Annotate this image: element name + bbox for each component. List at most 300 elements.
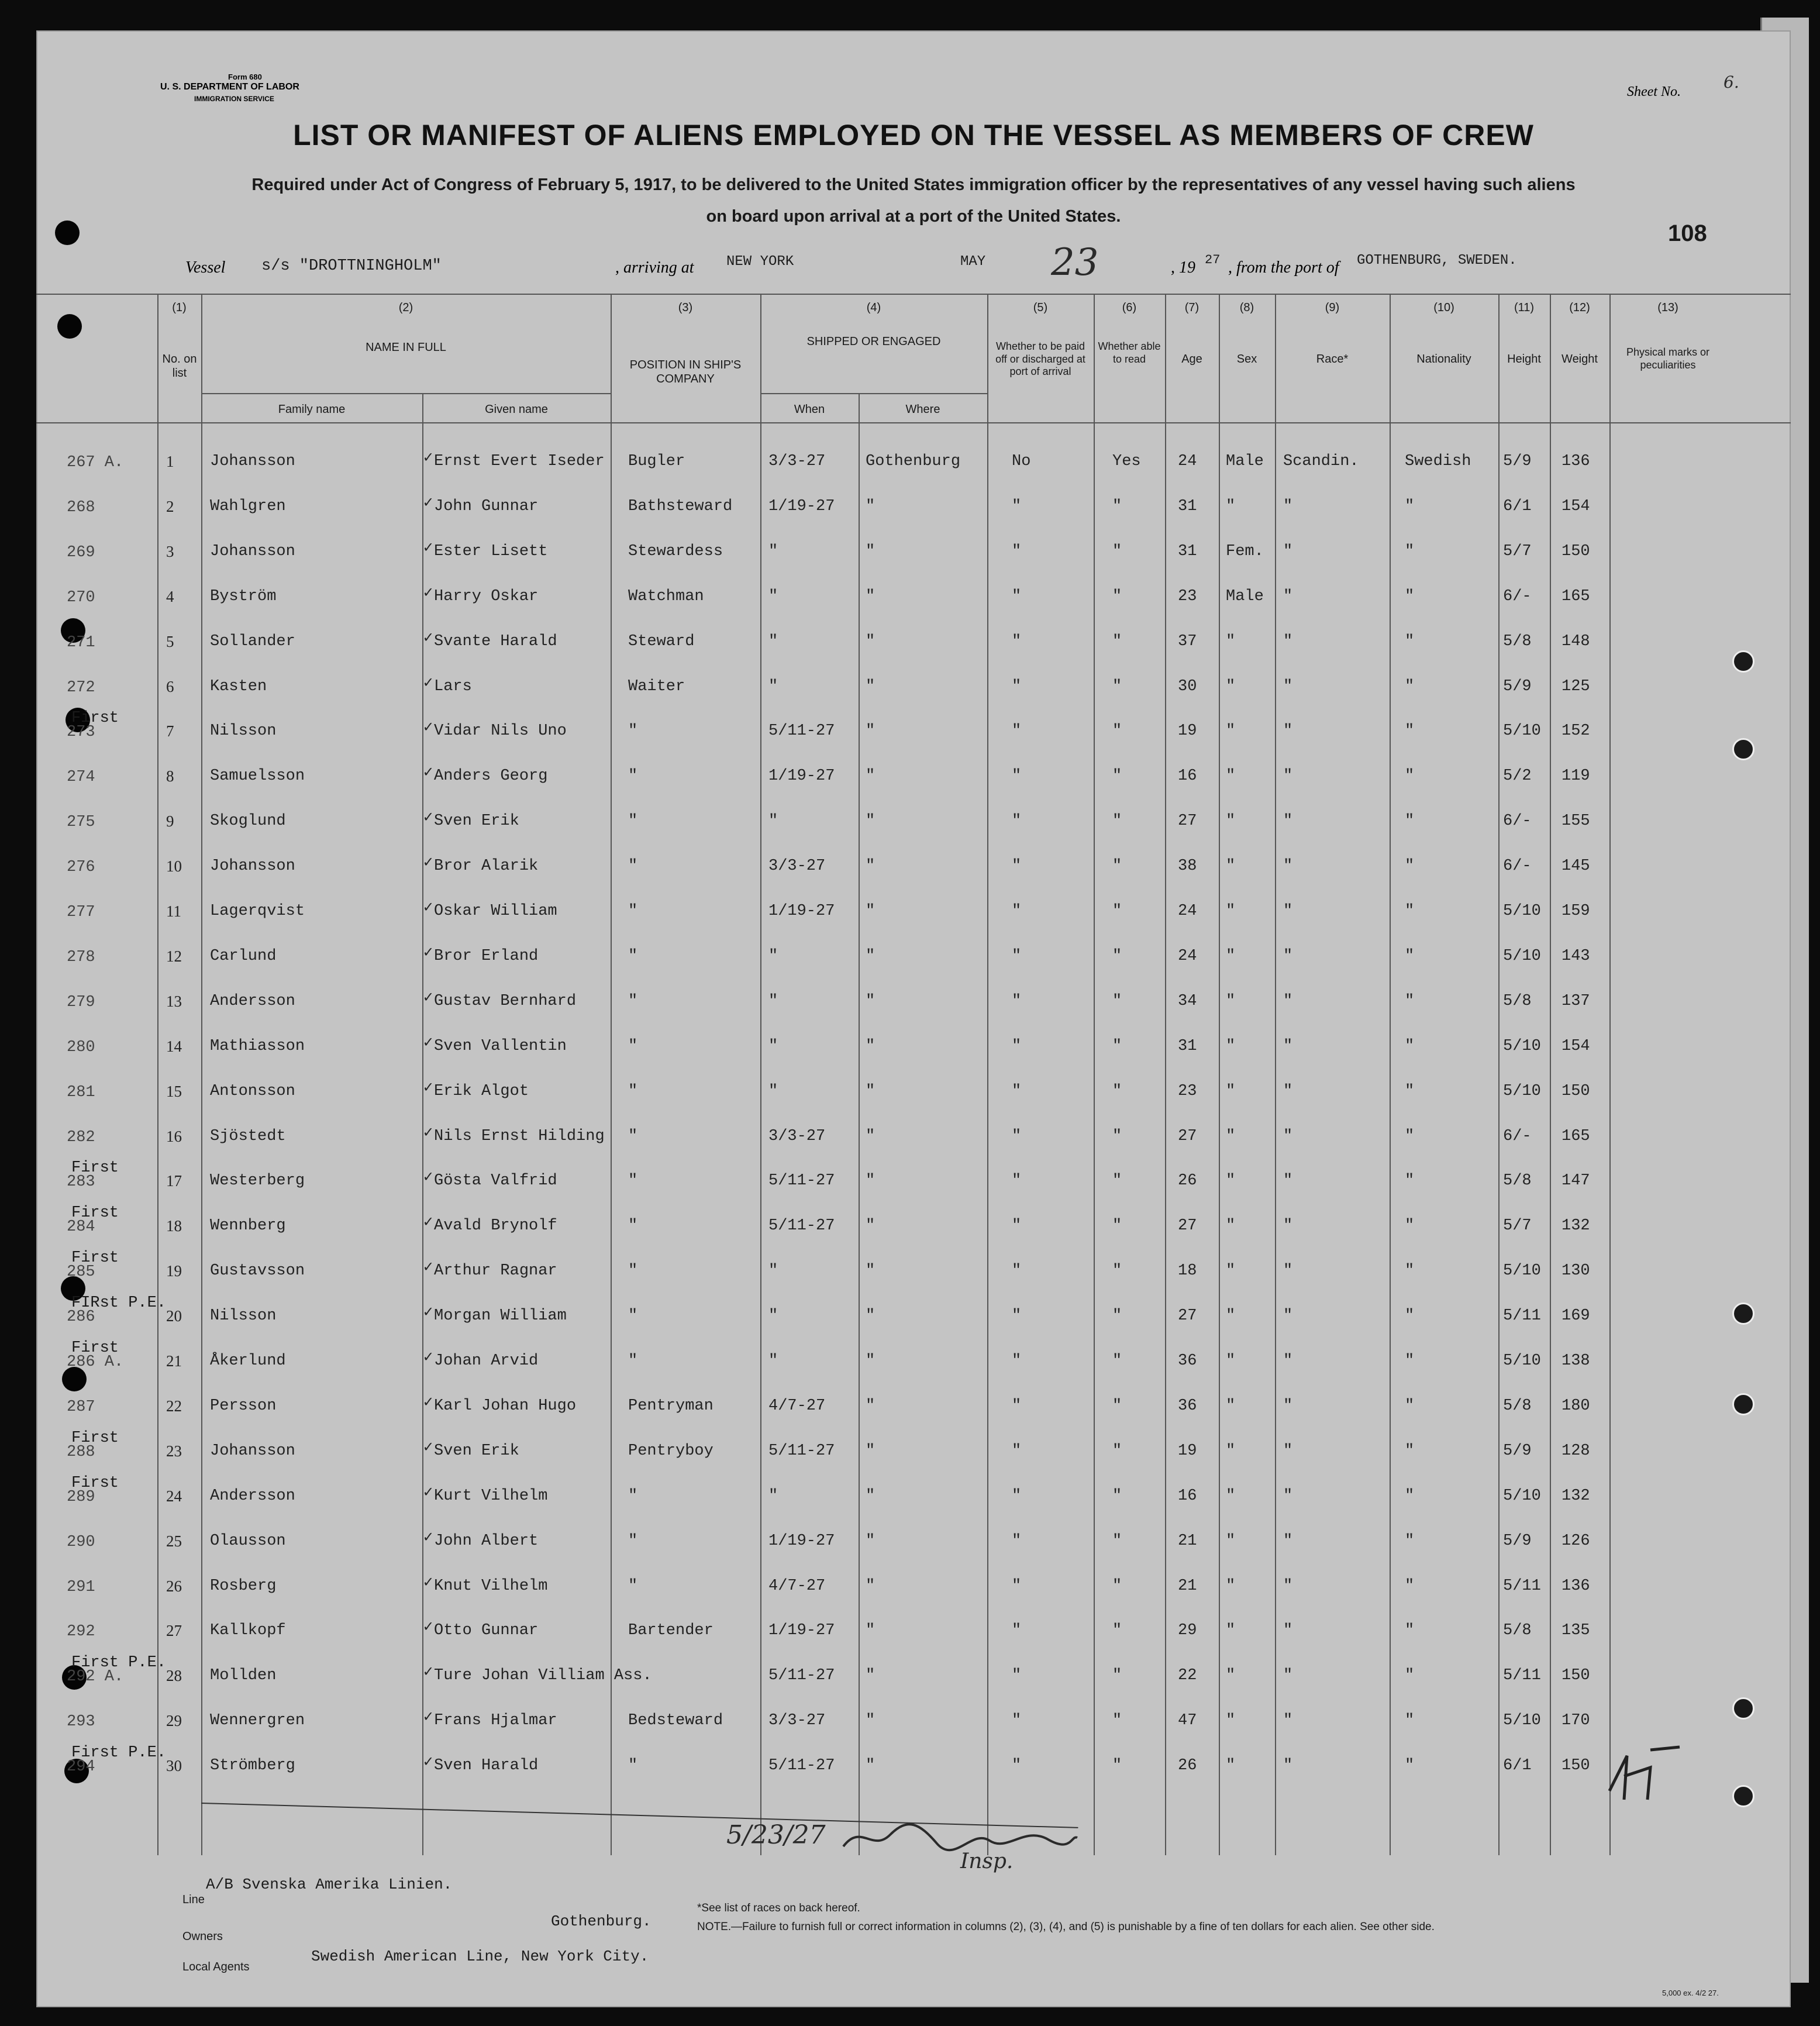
age: 21 [1178,1577,1197,1595]
shipped-when: 3/3-27 [768,857,826,876]
shipped-where: " [866,1532,875,1550]
family-name: Johansson [210,1442,295,1460]
sex: " [1226,1667,1236,1685]
shipped-where: " [866,1217,875,1235]
table-row [36,1115,1791,1159]
race: " [1283,1217,1293,1235]
race: " [1283,1127,1293,1145]
list-id: 286 A. [67,1353,124,1371]
col-12-number: (12) [1569,301,1590,314]
table-row [36,1520,1791,1564]
family-name: Nilsson [210,1307,277,1325]
age: 37 [1178,632,1197,650]
page-title: LIST OR MANIFEST OF ALIENS EMPLOYED ON THE VESSEL AS MEMBERS OF CREW [293,119,1534,151]
check-mark-icon: ✓ [423,584,433,602]
race: " [1283,1577,1293,1595]
shipped-where: " [866,1712,875,1730]
paid-off: " [1012,1082,1022,1100]
shipped-when: " [768,587,778,605]
position: Waiter [628,677,685,695]
list-id: 292 [67,1623,95,1641]
list-id: 277 [67,904,95,921]
sex: Male [1226,587,1264,605]
sex: " [1226,1127,1236,1145]
list-id: 288 [67,1443,95,1461]
penalty-note: NOTE.—Failure to furnish full or correct information in columns (2), (3), (4), and (5) is punishable by a fine of ten dollars for each alien. See other side. [697,1921,1435,1933]
list-number: 7 [166,722,174,740]
sex: " [1226,902,1236,920]
paid-off: " [1012,1712,1022,1730]
table-row [36,1654,1791,1698]
position: " [628,1262,638,1280]
shipped-where: " [866,1037,875,1055]
shipped-where: " [866,1622,875,1640]
age: 36 [1178,1397,1197,1415]
shipped-where: " [866,1577,875,1595]
height: 5/11 [1503,1577,1541,1595]
weight: 145 [1562,857,1590,876]
shipped-when: " [768,677,778,695]
check-mark-icon: ✓ [423,1484,433,1502]
shipped-where: " [866,1307,875,1325]
shipped-where: " [866,1172,875,1190]
service-name: IMMIGRATION SERVICE [194,95,274,103]
nationality: " [1405,1082,1415,1100]
able-to-read: " [1112,1667,1122,1685]
col-4-number: (4) [866,301,881,314]
punch-hole [57,314,82,339]
list-id: 282 [67,1128,95,1146]
col-4a-header: When [794,403,825,416]
weight: 180 [1562,1397,1590,1415]
table-row [36,800,1791,844]
given-name: Nils Ernst Hilding [434,1127,605,1145]
able-to-read: " [1112,1172,1122,1190]
shipped-where: " [866,857,875,876]
position: " [628,1217,638,1235]
weight: 159 [1562,902,1590,920]
list-number: 29 [166,1712,182,1730]
table-row [36,1609,1791,1653]
name-subheader-border [201,393,611,394]
subtitle-line-1: Required under Act of Congress of February 5, 1917, to be delivered to the United States immigration officer by the representatives of any vessel having such aliens [251,175,1576,194]
table-row [36,620,1791,664]
sex: " [1226,1262,1236,1280]
from-label: , from the port of [1228,259,1339,277]
paid-off: " [1012,1487,1022,1505]
col-13-number: (13) [1657,301,1678,314]
age: 23 [1178,587,1197,605]
family-name: Kallkopf [210,1622,286,1640]
able-to-read: " [1112,1577,1122,1595]
given-name: Arthur Ragnar [434,1262,557,1280]
col-6-header: Whether able to read [1098,340,1161,365]
row-prefix: First [71,1249,119,1267]
family-name: Kasten [210,677,267,695]
list-number: 3 [166,542,174,560]
able-to-read: " [1112,587,1122,605]
nationality: " [1405,677,1415,695]
list-number: 27 [166,1622,182,1640]
sex: " [1226,812,1236,831]
height: 6/1 [1503,1757,1532,1775]
age: 26 [1178,1757,1197,1775]
nationality: " [1405,1262,1415,1280]
paid-off: " [1012,497,1022,515]
given-name: Kurt Vilhelm [434,1487,548,1505]
col-10-header: Nationality [1416,353,1471,366]
list-id: 273 [67,723,95,742]
shipped-subheader-border [760,393,987,394]
given-name: Johan Arvid [434,1352,539,1370]
given-name: Vidar Nils Uno [434,722,567,740]
check-mark-icon: ✓ [423,494,433,512]
table-row [36,1204,1791,1249]
list-id: 280 [67,1038,95,1056]
given-name: Morgan William [434,1307,567,1325]
race: " [1283,902,1293,920]
shipped-when: 5/11-27 [768,1172,835,1190]
nationality: " [1405,1487,1415,1505]
nationality: " [1405,992,1415,1010]
able-to-read: " [1112,1532,1122,1550]
able-to-read: " [1112,1037,1122,1055]
list-id: 293 [67,1713,95,1731]
height: 5/7 [1503,542,1532,560]
col-3-number: (3) [678,301,693,314]
shipped-when: 1/19-27 [768,767,835,785]
list-id: 285 [67,1263,95,1281]
height: 6/- [1503,857,1532,876]
weight: 147 [1562,1172,1590,1190]
able-to-read: " [1112,947,1122,965]
weight: 135 [1562,1622,1590,1640]
given-name: Knut Vilhelm [434,1577,548,1595]
given-name: Sven Erik [434,812,519,831]
sex: " [1226,632,1236,650]
list-id: 274 [67,769,95,787]
able-to-read: " [1112,767,1122,785]
nationality: " [1405,587,1415,605]
family-name: Johansson [210,453,295,470]
height: 5/10 [1503,1082,1541,1100]
position: " [628,857,638,876]
position: " [628,902,638,920]
position: " [628,722,638,740]
family-name: Antonsson [210,1082,295,1100]
family-name: Carlund [210,947,277,965]
col-7-header: Age [1181,353,1202,366]
shipped-when: " [768,632,778,650]
shipped-when: 3/3-27 [768,1712,826,1730]
row-prefix: First [71,1474,119,1492]
height: 5/11 [1503,1307,1541,1325]
shipped-when: 4/7-27 [768,1577,826,1595]
age: 30 [1178,677,1197,695]
agents-label: Local Agents [182,1960,250,1973]
position: Watchman [628,587,704,605]
paid-off: " [1012,902,1022,920]
sheet-number: 6. [1724,73,1739,92]
check-mark-icon: ✓ [423,1529,433,1547]
position: Pentryman [628,1397,713,1415]
check-mark-icon: ✓ [423,1214,433,1232]
sex: " [1226,1172,1236,1190]
sex: " [1226,497,1236,515]
weight: 136 [1562,1577,1590,1595]
race: " [1283,1352,1293,1370]
nationality: " [1405,1757,1415,1775]
check-mark-icon: ✓ [423,539,433,557]
family-name: Lagerqvist [210,902,305,920]
height: 5/8 [1503,992,1532,1010]
owners-value: Gothenburg. [551,1913,652,1930]
initials-mark [1598,1744,1685,1814]
height: 5/9 [1503,453,1532,470]
shipped-when: 1/19-27 [768,1532,835,1550]
nationality: " [1405,1577,1415,1595]
paid-off: " [1012,992,1022,1010]
table-row [36,935,1791,979]
race: " [1283,812,1293,831]
sex: " [1226,1532,1236,1550]
position: " [628,1577,638,1595]
shipped-where: " [866,587,875,605]
shipped-when: 3/3-27 [768,1127,826,1145]
given-name: Bror Erland [434,947,539,965]
family-name: Olausson [210,1532,286,1550]
age: 34 [1178,992,1197,1010]
shipped-when: 5/11-27 [768,1757,835,1775]
sex: " [1226,1757,1236,1775]
weight: 126 [1562,1532,1590,1550]
vessel-label: Vessel [185,259,226,277]
list-id: 278 [67,948,95,966]
paid-off: " [1012,587,1022,605]
height: 5/7 [1503,1217,1532,1235]
header-bottom-border [36,422,1791,423]
age: 24 [1178,453,1197,470]
position: " [628,1307,638,1325]
height: 5/10 [1503,902,1541,920]
given-name: Lars [434,677,472,695]
sex: " [1226,1577,1236,1595]
position: " [628,812,638,831]
height: 5/10 [1503,1037,1541,1055]
age: 29 [1178,1622,1197,1640]
check-mark-icon: ✓ [423,719,433,738]
paid-off: " [1012,1397,1022,1415]
age: 27 [1178,1217,1197,1235]
height: 5/10 [1503,1352,1541,1370]
age: 24 [1178,947,1197,965]
race: " [1283,1442,1293,1460]
sex: " [1226,1037,1236,1055]
sex: Male [1226,453,1264,470]
table-row [36,1339,1791,1384]
able-to-read: " [1112,497,1122,515]
list-id: 291 [67,1578,95,1596]
sex: " [1226,1712,1236,1730]
shipped-when: " [768,1487,778,1505]
able-to-read: " [1112,1307,1122,1325]
weight: 138 [1562,1352,1590,1370]
shipped-when: 1/19-27 [768,497,835,515]
check-mark-icon: ✓ [423,1709,433,1727]
shipped-where: " [866,902,875,920]
shipped-where: " [866,1127,875,1145]
able-to-read: " [1112,1217,1122,1235]
race: " [1283,587,1293,605]
weight: 154 [1562,1037,1590,1055]
list-number: 1 [166,453,174,470]
race: " [1283,947,1293,965]
position: Bedsteward [628,1712,723,1730]
family-name: Sollander [210,632,295,650]
height: 5/8 [1503,1622,1532,1640]
nationality: " [1405,542,1415,560]
agents-value: Swedish American Line, New York City. [311,1948,649,1965]
owners-label: Owners [182,1930,223,1943]
able-to-read: " [1112,992,1122,1010]
list-id: 294 [67,1758,95,1776]
race: " [1283,1667,1293,1685]
race: " [1283,992,1293,1010]
sex: " [1226,1307,1236,1325]
check-mark-icon: ✓ [423,1304,433,1322]
weight: 143 [1562,947,1590,965]
given-name: Sven Harald [434,1757,539,1775]
race: " [1283,1487,1293,1505]
nationality: " [1405,722,1415,740]
table-row [36,485,1791,529]
nationality: " [1405,767,1415,785]
list-number: 16 [166,1127,182,1145]
col-12-header: Weight [1562,353,1598,366]
weight: 154 [1562,497,1590,515]
shipped-where: " [866,1352,875,1370]
race: " [1283,722,1293,740]
height: 5/8 [1503,632,1532,650]
weight: 132 [1562,1487,1590,1505]
list-number: 6 [166,677,174,695]
shipped-when: " [768,1262,778,1280]
list-id: 292 A. [67,1668,124,1686]
nationality: " [1405,902,1415,920]
shipped-where: " [866,947,875,965]
weight: 150 [1562,1667,1590,1685]
position: " [628,1037,638,1055]
col-2-number: (2) [398,301,413,314]
paid-off: " [1012,1307,1022,1325]
able-to-read: " [1112,812,1122,831]
check-mark-icon: ✓ [423,674,433,692]
col-7-number: (7) [1184,301,1199,314]
shipped-when: " [768,992,778,1010]
paid-off: " [1012,947,1022,965]
height: 5/8 [1503,1172,1532,1190]
arriving-label: , arriving at [615,259,694,277]
race: " [1283,677,1293,695]
height: 5/9 [1503,677,1532,695]
race: " [1283,1712,1293,1730]
nationality: " [1405,1037,1415,1055]
given-name: Oskar William [434,902,557,920]
sex: " [1226,1352,1236,1370]
col-11-number: (11) [1514,301,1535,314]
list-number: 5 [166,632,174,650]
table-row [36,1474,1791,1519]
list-number: 19 [166,1262,182,1280]
list-number: 4 [166,587,174,605]
departure-port: GOTHENBURG, SWEDEN. [1357,253,1517,268]
weight: 170 [1562,1712,1590,1730]
list-number: 14 [166,1037,182,1055]
shipped-where: " [866,722,875,740]
col-4b-header: Where [905,403,940,416]
col-13-header: Physical marks or peculiarities [1626,346,1710,371]
height: 5/10 [1503,947,1541,965]
able-to-read: " [1112,1442,1122,1460]
given-name: Sven Vallentin [434,1037,567,1055]
position: " [628,947,638,965]
col-11-header: Height [1507,353,1541,366]
list-number: 20 [166,1307,182,1325]
weight: 125 [1562,677,1590,695]
table-row [36,1070,1791,1114]
race: " [1283,1397,1293,1415]
list-id: 271 [67,633,95,652]
weight: 165 [1562,1127,1590,1145]
list-number: 13 [166,992,182,1010]
list-number: 30 [166,1757,182,1775]
sex: " [1226,857,1236,876]
list-id: 284 [67,1218,95,1236]
paid-off: No [1012,453,1031,470]
check-mark-icon: ✓ [423,764,433,783]
weight: 148 [1562,632,1590,650]
weight: 119 [1562,767,1590,785]
table-row [36,1699,1791,1744]
shipped-when: 5/11-27 [768,1217,835,1235]
family-name: Sjöstedt [210,1127,286,1145]
list-number: 2 [166,497,174,515]
sex: " [1226,722,1236,740]
table-row [36,845,1791,889]
subtitle-line-2: on board upon arrival at a port of the United States. [706,207,1121,226]
age: 21 [1178,1532,1197,1550]
sex: " [1226,1487,1236,1505]
family-name: Wennergren [210,1712,305,1730]
able-to-read: " [1112,722,1122,740]
position: Pentryboy [628,1442,713,1460]
col-4-header: SHIPPED OR ENGAGED [806,335,941,348]
family-name: Samuelsson [210,767,305,785]
table-row [36,575,1791,619]
col-5-header: Whether to be paid off or discharged at port of arrival [995,340,1085,378]
nationality: " [1405,1307,1415,1325]
shipped-when: 5/11-27 [768,1442,835,1460]
row-prefix: First P.E. [71,1744,167,1762]
shipped-when: " [768,542,778,560]
shipped-where: Gothenburg [866,453,961,470]
shipped-where: " [866,1442,875,1460]
shipped-where: " [866,542,875,560]
list-id: 275 [67,814,95,832]
table-row [36,1025,1791,1069]
age: 26 [1178,1172,1197,1190]
line-label: Line [182,1893,205,1906]
